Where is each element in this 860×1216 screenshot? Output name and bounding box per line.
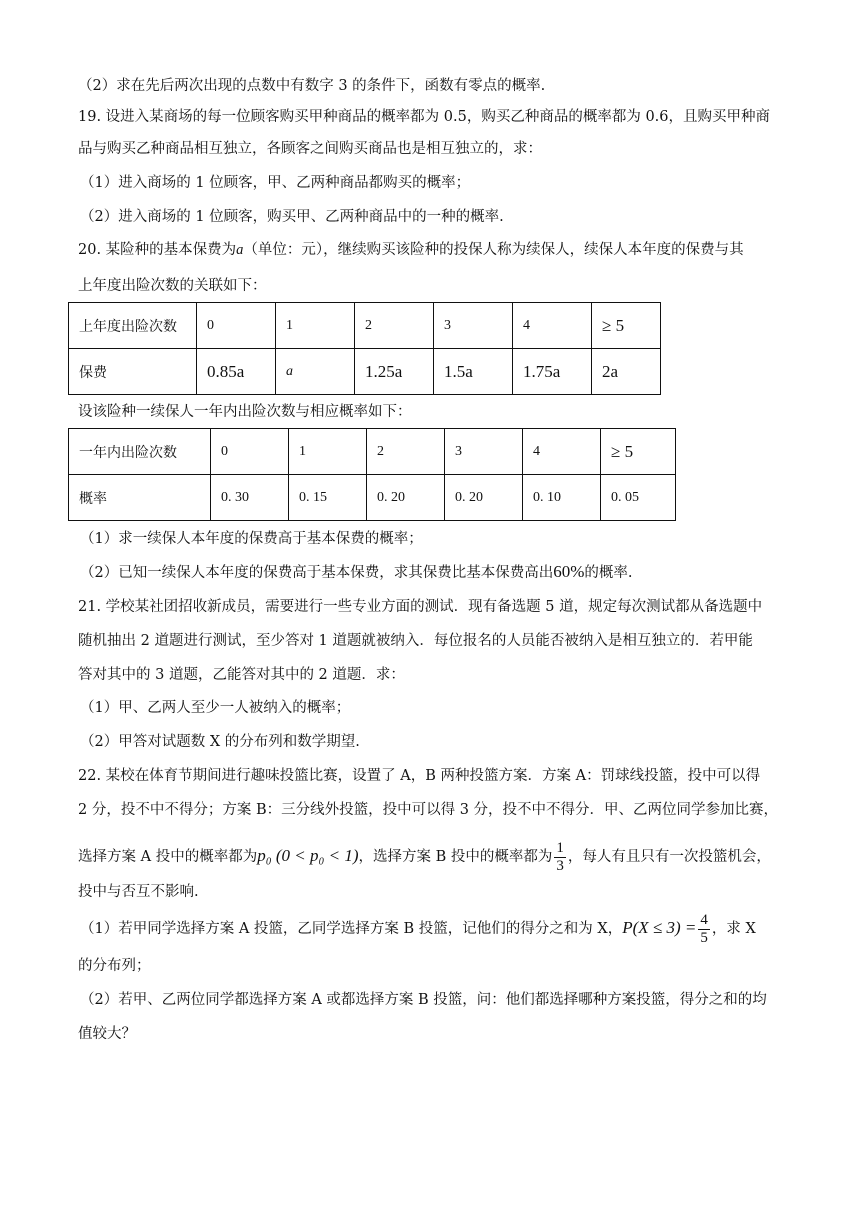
premium-table-row-label: 保费 [69, 349, 197, 395]
premium-table-value-cell: a [276, 349, 355, 395]
premium-table-value-row [69, 349, 661, 395]
q19-line2: 品与购买乙种商品相互独立，各顾客之间购买商品也是相互独立的，求： [78, 141, 542, 157]
q22-line3-a: 选择方案 A 投中的概率都为 [78, 849, 258, 865]
q22-line3 [78, 836, 771, 877]
q21-part2: （2）甲答对试题数 X 的分布列和数学期望. [80, 734, 360, 750]
q22-part1-c: 的分布列； [78, 958, 151, 974]
premium-table-value-cell: 1.75a [513, 349, 592, 395]
premium-table-header-cell: 4 [513, 303, 592, 349]
p0-expression: p₀ (0 < p₀ < 1) [257, 846, 359, 865]
premium-table-header-cell: 0 [197, 303, 276, 349]
premium-table-header-cell: 1 [276, 303, 355, 349]
fraction-four-fifths [698, 912, 710, 947]
q19-line1: 19. 设进入某商场的每一位顾客购买甲种商品的概率都为 0.5，购买乙种商品的概率都为 0.6，且购买甲种商 [78, 109, 771, 125]
premium-table-header-label: 上年度出险次数 [69, 303, 197, 349]
q22-part2-a: （2）若甲、乙两位同学都选择方案 A 或都选择方案 B 投篮，问：他们都选择哪种方案投篮，得分之和的均 [80, 992, 767, 1008]
q22-line4: 投中与否互不影响. [78, 884, 199, 900]
q22-part1-a: （1）若甲同学选择方案 A 投篮，乙同学选择方案 B 投篮，记他们的得分之和为 X， [80, 921, 623, 937]
q19-part2: （2）进入商场的 1 位顾客，购买甲、乙两种商品中的一种的概率. [80, 209, 504, 225]
probability-table-value-cell: 0. 30 [211, 475, 289, 521]
q21-line3: 答对其中的 3 道题，乙能答对其中的 2 道题．求： [78, 667, 405, 683]
probability-table [68, 428, 676, 521]
fraction-numerator: 1 [556, 839, 564, 856]
q20-line2: 上年度出险次数的关联如下： [78, 278, 267, 294]
probability-table-header-row [69, 429, 676, 475]
probability-table-header-cell: 0 [211, 429, 289, 475]
q19-part1: （1）进入商场的 1 位顾客，甲、乙两种商品都购买的概率； [80, 175, 471, 191]
fraction-numerator: 4 [700, 911, 708, 928]
probability-expression: P(X ≤ 3) = [622, 918, 697, 937]
q20-part2-pct: 60% [553, 562, 585, 581]
probability-table-value-row [69, 475, 676, 521]
q22-line3-c: ，每人有且只有一次投篮机会， [567, 849, 771, 865]
q20-var-a: a [236, 242, 244, 258]
q22-part2-b: 值较大？ [78, 1026, 136, 1042]
probability-table-header-cell: 3 [445, 429, 523, 475]
probability-table-value-cell: 0. 05 [601, 475, 676, 521]
premium-table-header-cell: 3 [434, 303, 513, 349]
fraction-one-third [554, 840, 566, 875]
probability-table-value-cell: 0. 10 [523, 475, 601, 521]
probability-table-row-label: 概率 [69, 475, 211, 521]
premium-table-value-cell: 1.5a [434, 349, 513, 395]
q22-line3-b: ，选择方案 B 投中的概率都为 [358, 849, 553, 865]
q22-line1: 22. 某校在体育节期间进行趣味投篮比赛，设置了 A，B 两种投篮方案．方案 A：罚球线投篮，投中可以得 [78, 768, 761, 784]
premium-table-header-cell: ≥ 5 [592, 303, 661, 349]
q20-part2-a: （2）已知一续保人本年度的保费高于基本保费，求其保费比基本保费高出 [80, 565, 554, 581]
q20-part1: （1）求一续保人本年度的保费高于基本保费的概率； [80, 531, 423, 547]
q20-line1 [78, 240, 744, 260]
probability-table-header-cell: ≥ 5 [601, 429, 676, 475]
q18-part2: （2）求在先后两次出现的点数中有数字 3 的条件下，函数有零点的概率. [78, 78, 546, 94]
q21-line1: 21. 学校某社团招收新成员，需要进行一些专业方面的测试．现有备选题 5 道，规定每次测试都从备选题中 [78, 599, 763, 615]
probability-table-header-cell: 4 [523, 429, 601, 475]
q20-part2-b: 的概率. [584, 565, 633, 581]
premium-table [68, 302, 661, 395]
q20-line1-a: 20. 某险种的基本保费为 [78, 242, 237, 258]
probability-table-value-cell: 0. 20 [445, 475, 523, 521]
probability-table-value-cell: 0. 20 [367, 475, 445, 521]
q21-part1: （1）甲、乙两人至少一人被纳入的概率； [80, 700, 351, 716]
premium-table-value-cell: 1.25a [355, 349, 434, 395]
q22-part1 [80, 908, 756, 949]
probability-table-header-cell: 1 [289, 429, 367, 475]
q20-intro2: 设该险种一续保人一年内出险次数与相应概率如下： [78, 404, 412, 420]
q21-line2: 随机抽出 2 道题进行测试，至少答对 1 道题就被纳入．每位报名的人员能否被纳入是相互独立的．若甲能 [78, 633, 753, 649]
premium-table-value-cell: 2a [592, 349, 661, 395]
probability-table-header-cell: 2 [367, 429, 445, 475]
probability-table-header-label: 一年内出险次数 [69, 429, 211, 475]
q22-part1-b: ，求 X [711, 921, 756, 937]
q20-line1-b: （单位：元），继续购买该险种的投保人称为续保人，续保人本年度的保费与其 [243, 242, 744, 258]
probability-table-value-cell: 0. 15 [289, 475, 367, 521]
premium-table-header-cell: 2 [355, 303, 434, 349]
fraction-denominator: 3 [556, 857, 564, 874]
fraction-denominator: 5 [700, 929, 708, 946]
premium-table-value-cell: 0.85a [197, 349, 276, 395]
q22-line2: 2 分，投不中不得分；方案 B：三分线外投篮，投中可以得 3 分，投不中不得分．甲、乙两位同学参加比赛， [78, 802, 779, 818]
q20-part2 [80, 562, 633, 583]
premium-table-header-row [69, 303, 661, 349]
